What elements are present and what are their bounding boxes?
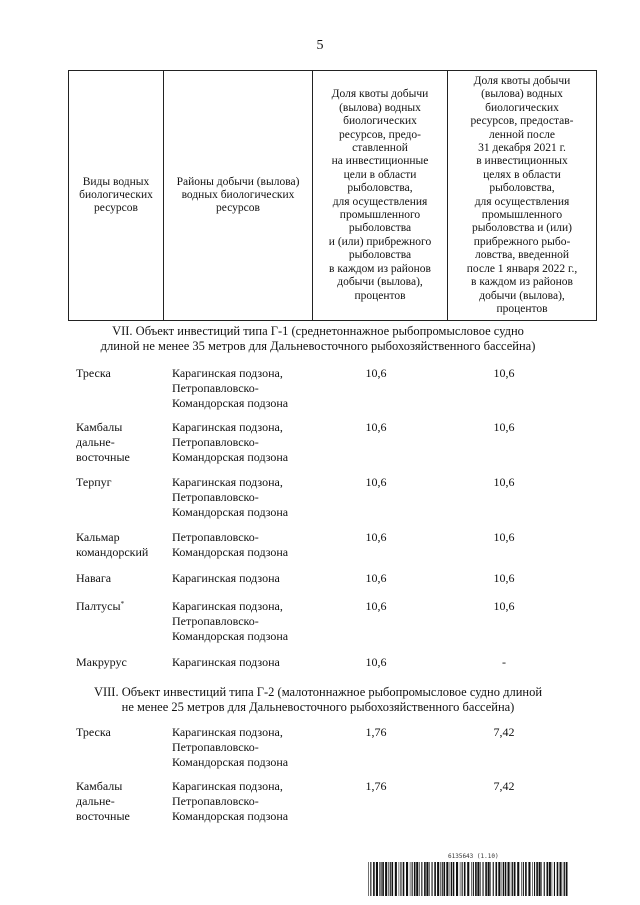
header-species: Виды водных биологических ресурсов: [69, 71, 164, 321]
region-line: Петропавловско-: [172, 381, 259, 395]
species-name: [76, 366, 168, 381]
barcode-bar: [467, 862, 469, 896]
barcode-bar: [437, 862, 439, 896]
species-line: Камбалы: [76, 420, 123, 434]
barcode-bar: [400, 862, 401, 896]
header-line: (вылова) водных: [481, 88, 563, 101]
region-line: Петропавловско-: [172, 614, 259, 628]
header-line: ловства, введенной: [474, 249, 570, 262]
barcode-bar: [379, 862, 380, 896]
barcode-bar: [547, 862, 549, 896]
header-line: рыболовства и (или): [472, 222, 572, 235]
region-line: Карагинская подзона: [172, 655, 280, 669]
region-name: [172, 655, 322, 670]
species-line: Треска: [76, 366, 111, 380]
header-quota-share-lines: [316, 88, 444, 303]
species-line: Макрурус: [76, 655, 127, 669]
header-line: после 1 января 2022 г.,: [466, 262, 578, 275]
region-name: [172, 571, 322, 586]
quota-share-after-2021-value: 10,6: [493, 366, 515, 380]
region-name: [172, 420, 322, 465]
barcode-bar: [477, 862, 479, 896]
header-regions: Районы добычи (вылова) водных биологических ресурсов: [164, 71, 313, 321]
barcode-bar: [503, 862, 504, 896]
region-name: [172, 530, 322, 560]
header-line: в каждом из районов: [329, 262, 431, 275]
barcode-bar: [544, 862, 545, 896]
header-quota-share-after-2021: [448, 71, 597, 321]
region-line: Петропавловско-: [172, 435, 259, 449]
header-line: в каждом из районов: [471, 276, 573, 289]
section-title-line: VII. Объект инвестиций типа Г-1 (среднетоннажное рыбопромысловое судно: [112, 324, 524, 338]
species-line: восточные: [76, 809, 130, 823]
barcode-bar: [416, 862, 418, 896]
barcode-bar: [453, 862, 455, 896]
header-line: ленной после: [488, 128, 556, 141]
barcode-bar: [534, 862, 535, 896]
barcode-bar: [451, 862, 452, 896]
region-line: Командорская подзона: [172, 545, 289, 559]
barcode-bar: [373, 862, 375, 896]
barcode-bar: [536, 862, 538, 896]
quota-share-after-2021-value: 7,42: [493, 779, 515, 793]
barcode-bar: [496, 862, 498, 896]
region-line: Командорская подзона: [172, 505, 289, 519]
region-line: Петропавловско-: [172, 490, 259, 504]
quota-share-value: 10,6: [365, 599, 387, 613]
quota-share-value: 10,6: [365, 655, 387, 669]
barcode-bar: [532, 862, 533, 896]
quota-share-after-2021-value: 10,6: [493, 475, 515, 489]
page-number: 5: [316, 38, 324, 53]
barcode-bar: [381, 862, 382, 896]
barcode-bar: [480, 862, 481, 896]
barcode-bar: [388, 862, 389, 896]
header-line: биологических: [485, 101, 559, 114]
barcode-bar: [392, 862, 394, 896]
species-name: [76, 420, 168, 465]
table-header: [68, 70, 597, 321]
header-line: на инвестиционные: [331, 155, 429, 168]
barcode-bar: [521, 862, 522, 896]
barcode-bar: [426, 862, 428, 896]
header-line: прибрежного рыбо-: [473, 235, 571, 248]
barcode-bar: [414, 862, 416, 896]
header-line: добычи (вылова),: [479, 289, 565, 302]
barcode-bar: [488, 862, 490, 896]
barcode-bar: [446, 862, 448, 896]
region-name: [172, 366, 322, 411]
header-line: биологических: [343, 115, 417, 128]
header-line: для осуществления: [474, 195, 570, 208]
region-line: Карагинская подзона,: [172, 725, 283, 739]
species-line: Кальмар: [76, 530, 120, 544]
species-line: Терпуг: [76, 475, 112, 489]
barcode-bar: [539, 862, 541, 896]
barcode-bar: [456, 862, 458, 896]
barcode-bar: [508, 862, 510, 896]
region-line: Петропавловско-: [172, 794, 259, 808]
barcode-bar: [419, 862, 420, 896]
footnote-marker: *: [120, 600, 125, 608]
barcode-bar: [390, 862, 391, 896]
quota-share-after-2021-value: 10,6: [493, 530, 515, 544]
header-line: для осуществления: [332, 195, 428, 208]
region-line: Петропавловско-: [172, 740, 259, 754]
quota-share-value: 1,76: [365, 779, 387, 793]
barcode-bar: [525, 862, 527, 896]
barcode-bar: [549, 862, 551, 896]
barcode-bar: [395, 862, 397, 896]
region-line: Командорская подзона: [172, 809, 289, 823]
section-title-line: VIII. Объект инвестиций типа Г-2 (малотоннажное рыбопромысловое судно длиной: [93, 685, 543, 699]
barcode-bar: [554, 862, 555, 896]
barcode-bar: [564, 862, 565, 896]
barcode-bar: [505, 862, 507, 896]
header-line: добычи (вылова),: [337, 276, 423, 289]
header-line: промышленного: [481, 209, 563, 222]
barcode-bar: [432, 862, 433, 896]
barcode-bar: [517, 862, 519, 896]
barcode-bar: [434, 862, 436, 896]
barcode-bar: [566, 862, 568, 896]
barcode-bar: [376, 862, 378, 896]
barcode-bar: [528, 862, 530, 896]
barcode-bar: [399, 862, 400, 896]
header-line: рыболовства,: [347, 182, 413, 195]
species-line: дальне-: [76, 794, 115, 808]
region-line: Карагинская подзона,: [172, 475, 283, 489]
barcode-bar: [406, 862, 408, 896]
quota-share-value: 10,6: [365, 420, 387, 434]
region-name: [172, 725, 322, 770]
header-line: Доля квоты добычи: [473, 75, 571, 87]
barcode-bar: [368, 862, 369, 896]
quota-share-value: 10,6: [365, 366, 387, 380]
barcode-bar: [382, 862, 384, 896]
region-line: Командорская подзона: [172, 755, 289, 769]
barcode-bar: [563, 862, 564, 896]
barcode-bar: [464, 862, 466, 896]
species-line: Треска: [76, 725, 111, 739]
region-line: Карагинская подзона,: [172, 779, 283, 793]
header-line: ресурсов, предо-: [339, 128, 421, 141]
header-line: Доля квоты добычи: [331, 88, 429, 101]
barcode-bar: [502, 862, 503, 896]
quota-share-value: 10,6: [365, 475, 387, 489]
barcode-bar: [444, 862, 446, 896]
header-line: ставленной: [352, 142, 408, 155]
species-line: командорский: [76, 545, 149, 559]
barcode-bar: [460, 862, 461, 896]
region-line: Командорская подзона: [172, 629, 289, 643]
species-line: Навага: [76, 571, 112, 585]
header-line: цели в области: [343, 168, 417, 181]
barcode-bar: [450, 862, 451, 896]
header-line: процентов: [354, 289, 406, 302]
species-name: [76, 599, 168, 614]
header-line: промышленного: [339, 209, 421, 222]
quota-share-after-2021-value: 10,6: [493, 571, 515, 585]
region-name: [172, 475, 322, 520]
barcode-bar: [560, 862, 562, 896]
quota-share-after-2021-value: 10,6: [493, 599, 515, 613]
barcode-bar: [462, 862, 463, 896]
species-name: [76, 725, 168, 740]
region-name: [172, 599, 322, 644]
barcode-bar: [403, 862, 405, 896]
quota-share-value: 10,6: [365, 571, 387, 585]
region-line: Командорская подзона: [172, 396, 289, 410]
header-line: и (или) прибрежного: [328, 235, 432, 248]
region-name: [172, 779, 322, 824]
barcode-bar: [552, 862, 553, 896]
species-name: [76, 571, 168, 586]
header-line: рыболовства,: [489, 182, 555, 195]
barcode-bar: [442, 862, 443, 896]
barcode-bar: [370, 862, 371, 896]
barcode-bar: [410, 862, 411, 896]
barcode-bar: [493, 862, 494, 896]
header-line: рыболовства: [348, 222, 412, 235]
region-line: Карагинская подзона,: [172, 599, 283, 613]
quota-share-value: 1,76: [365, 725, 387, 739]
barcode-bar: [412, 862, 413, 896]
region-line: Карагинская подзона,: [172, 366, 283, 380]
section-title-line: длиной не менее 35 метров для Дальневосточного рыбохозяйственного бассейна): [100, 339, 536, 353]
barcode-bar: [514, 862, 516, 896]
header-line: рыболовства: [348, 249, 412, 262]
barcode-bar: [473, 862, 474, 896]
barcode-bar: [557, 862, 559, 896]
header-line: процентов: [496, 302, 548, 315]
barcode-bar: [471, 862, 472, 896]
header-line: (вылова) водных: [339, 101, 421, 114]
species-line: Камбалы: [76, 779, 123, 793]
species-name: [76, 530, 168, 560]
barcode-icon: [368, 862, 568, 896]
section-title-line: не менее 25 метров для Дальневосточного рыбохозяйственного бассейна): [121, 700, 515, 714]
header-line: ресурсов, предостав-: [470, 115, 574, 128]
species-name: [76, 475, 168, 490]
quota-share-value: 10,6: [365, 530, 387, 544]
species-name: [76, 779, 168, 824]
barcode-bar: [485, 862, 487, 896]
species-name: [76, 655, 168, 670]
barcode-bar: [511, 862, 512, 896]
species-line: дальне-: [76, 435, 115, 449]
barcode-bar: [512, 862, 513, 896]
quota-share-after-2021-value: 7,42: [493, 725, 515, 739]
barcode-bar: [424, 862, 426, 896]
header-line: 31 декабря 2021 г.: [478, 142, 566, 155]
region-line: Карагинская подзона,: [172, 420, 283, 434]
barcode-bar: [421, 862, 422, 896]
barcode-bar: [429, 862, 430, 896]
barcode-bar: [541, 862, 542, 896]
region-line: Карагинская подзона: [172, 571, 280, 585]
barcode-bar: [523, 862, 524, 896]
barcode-bar: [490, 862, 491, 896]
header-quota-share: [313, 71, 448, 321]
barcode-bar: [475, 862, 477, 896]
barcode-bar: [483, 862, 484, 896]
barcode-bar: [440, 862, 441, 896]
barcode-bar: [385, 862, 387, 896]
quota-share-after-2021-value: 10,6: [493, 420, 515, 434]
barcode-caption: 6135643 (1.10): [448, 853, 499, 860]
region-line: Командорская подзона: [172, 450, 289, 464]
quota-share-after-2021-value: -: [502, 655, 506, 669]
region-line: Петропавловско-: [172, 530, 259, 544]
species-line: Палтусы: [76, 599, 121, 613]
header-line: целях в области: [483, 168, 561, 181]
header-line: в инвестиционных: [476, 155, 568, 168]
barcode-bar: [498, 862, 500, 896]
section-title-viii: [68, 685, 568, 715]
header-quota-share-after-2021-lines: [451, 75, 593, 316]
species-line: восточные: [76, 450, 130, 464]
section-title-vii: [68, 324, 568, 354]
